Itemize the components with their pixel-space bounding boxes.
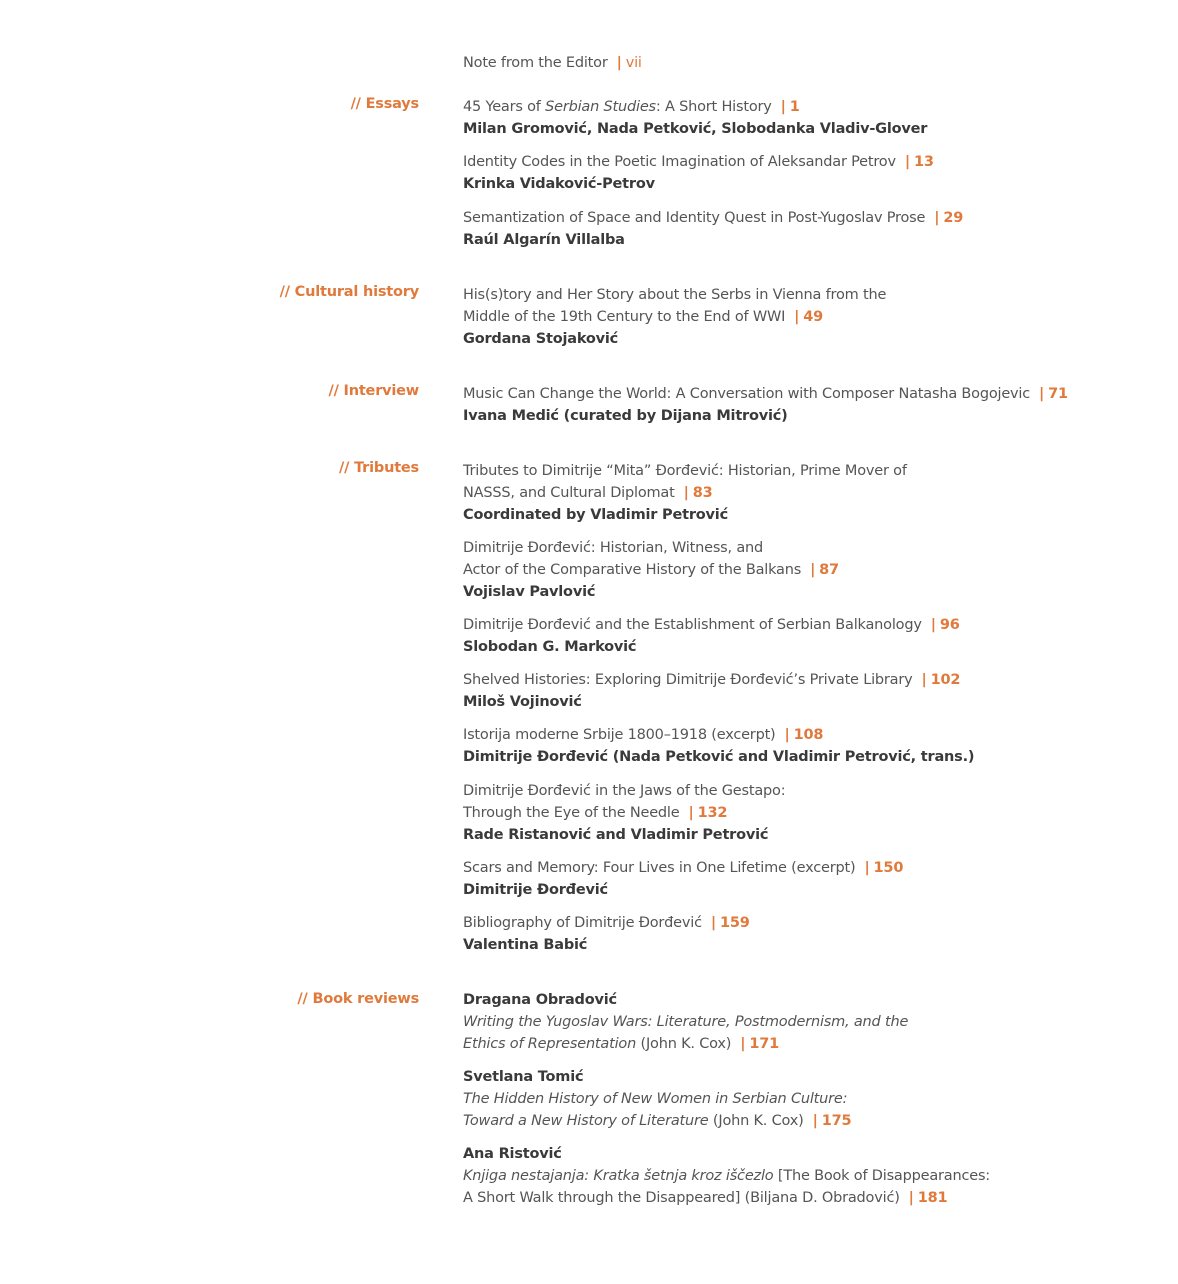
entry-author: Coordinated by Vladimir Petrović [463, 507, 728, 523]
section-label-cultural-history: // Cultural history [279, 284, 419, 300]
entry-author: Valentina Babić [463, 937, 588, 953]
toc-entry-review [463, 1066, 1163, 1132]
entry-author: Dimitrije Đorđević [463, 882, 608, 898]
entry-title-italic: Serbian Studies [545, 99, 656, 115]
page-number: 108 [793, 727, 824, 743]
separator: | [921, 672, 927, 688]
entry-title-line-1: Tributes to Dimitrije “Mita” Đorđević: Historian, Prime Mover of [463, 463, 907, 479]
toc-entry [463, 857, 1163, 901]
entry-title: Istorija moderne Srbije 1800–1918 (excerpt) [463, 727, 776, 743]
review-author: Dragana Obradović [463, 992, 617, 1008]
review-book-title-line-1: Writing the Yugoslav Wars: Literature, Postmodernism, and the [463, 1014, 909, 1030]
toc-entry-review [463, 1143, 1163, 1209]
page-number: 1 [789, 99, 800, 115]
toc-entry-note [463, 52, 1163, 74]
separator: | [1039, 386, 1045, 402]
entry-title: Scars and Memory: Four Lives in One Lifetime (excerpt) [463, 860, 856, 876]
entry-author: Rade Ristanović and Vladimir Petrović [463, 827, 769, 843]
review-book-title-line-2: Ethics of Representation [463, 1036, 637, 1052]
separator: | [812, 1113, 818, 1129]
page-number: 13 [913, 154, 934, 170]
toc-entry [463, 96, 1163, 140]
separator: | [934, 210, 940, 226]
review-book-title-line-1: The Hidden History of New Women in Serbian Culture: [463, 1091, 848, 1107]
entry-author: Miloš Vojinović [463, 694, 582, 710]
toc-entry [463, 780, 1163, 846]
toc-entry [463, 537, 1163, 603]
entry-author: Slobodan G. Marković [463, 639, 637, 655]
page-number: 83 [692, 485, 713, 501]
separator: | [780, 99, 786, 115]
page-number: 171 [749, 1036, 779, 1052]
review-author: Svetlana Tomić [463, 1069, 584, 1085]
section-label-interview: // Interview [328, 383, 419, 399]
entry-title-line-2: Actor of the Comparative History of the Balkans [463, 562, 802, 578]
entry-title: Semantization of Space and Identity Quest in Post-Yugoslav Prose [463, 210, 926, 226]
section-label-book-reviews: // Book reviews [297, 991, 419, 1007]
page-number: 181 [917, 1190, 948, 1206]
entry-title-line-1: Dimitrije Đorđević: Historian, Witness, and [463, 540, 764, 556]
page-number: 49 [803, 309, 824, 325]
toc-entry [463, 207, 1163, 251]
toc-entry [463, 383, 1163, 427]
entry-title: Identity Codes in the Poetic Imagination of Aleksandar Petrov [463, 154, 896, 170]
toc-entry [463, 614, 1163, 658]
entry-title: Note from the Editor [463, 55, 608, 71]
page-number: 175 [821, 1113, 852, 1129]
entry-title-suffix: : A Short History [655, 99, 772, 115]
separator: | [683, 485, 689, 501]
page-number: 29 [943, 210, 964, 226]
separator: | [616, 55, 622, 71]
toc-entry [463, 724, 1163, 768]
entry-author: Raúl Algarín Villalba [463, 232, 625, 248]
separator: | [810, 562, 816, 578]
toc-entry [463, 284, 1163, 350]
page-number: 96 [939, 617, 960, 633]
entry-title-line-1: His(s)tory and Her Story about the Serbs in Vienna from the [463, 287, 887, 303]
review-reviewer: (John K. Cox) [636, 1036, 732, 1052]
toc-entry [463, 912, 1163, 956]
page-number: 71 [1048, 386, 1068, 402]
separator: | [784, 727, 790, 743]
entry-title-line-2: Through the Eye of the Needle [463, 805, 680, 821]
section-label-tributes: // Tributes [339, 460, 419, 476]
review-translation-line-2: A Short Walk through the Disappeared] (Biljana D. Obradović) [463, 1190, 900, 1206]
entry-author: Ivana Medić (curated by Dijana Mitrović) [463, 408, 788, 424]
entry-title: Music Can Change the World: A Conversation with Composer Natasha Bogojevic [463, 386, 1031, 402]
review-translation-line-1: [The Book of Disappearances: [773, 1168, 990, 1184]
entry-title-line-2: NASSS, and Cultural Diplomat [463, 485, 675, 501]
entry-author: Gordana Stojaković [463, 331, 619, 347]
toc-entry [463, 669, 1163, 713]
separator: | [710, 915, 716, 931]
entry-author: Krinka Vidaković-Petrov [463, 176, 655, 192]
separator: | [930, 617, 936, 633]
entry-title-line-1: Dimitrije Đorđević in the Jaws of the Gestapo: [463, 783, 786, 799]
separator: | [740, 1036, 746, 1052]
separator: | [908, 1190, 914, 1206]
toc-entry-review [463, 989, 1163, 1055]
page-number: 159 [720, 915, 750, 931]
toc-entry [463, 460, 1163, 526]
entry-author: Milan Gromović, Nada Petković, Slobodanka Vladiv-Glover [463, 121, 928, 137]
review-book-title-line-1: Knjiga nestajanja: Kratka šetnja kroz iščezlo [463, 1168, 774, 1184]
entry-title-prefix: 45 Years of [463, 99, 546, 115]
entry-author: Dimitrije Đorđević (Nada Petković and Vladimir Petrović, trans.) [463, 749, 975, 765]
separator: | [688, 805, 694, 821]
entry-title: Shelved Histories: Exploring Dimitrije Đorđević’s Private Library [463, 672, 913, 688]
separator: | [904, 154, 910, 170]
toc-entry [463, 151, 1163, 195]
page-number: 87 [819, 562, 839, 578]
page-number: vii [625, 55, 642, 71]
separator: | [864, 860, 870, 876]
entry-author: Vojislav Pavlović [463, 584, 596, 600]
review-book-title-line-2: Toward a New History of Literature [463, 1113, 709, 1129]
separator: | [794, 309, 800, 325]
entry-title: Bibliography of Dimitrije Đorđević [463, 915, 702, 931]
page-number: 102 [930, 672, 961, 688]
entry-title-line-2: Middle of the 19th Century to the End of WWI [463, 309, 786, 325]
section-label-essays: // Essays [350, 96, 419, 112]
page-number: 132 [697, 805, 728, 821]
page-number: 150 [873, 860, 904, 876]
review-reviewer: (John K. Cox) [708, 1113, 804, 1129]
review-author: Ana Ristović [463, 1146, 562, 1162]
entry-title: Dimitrije Đorđević and the Establishment of Serbian Balkanology [463, 617, 922, 633]
